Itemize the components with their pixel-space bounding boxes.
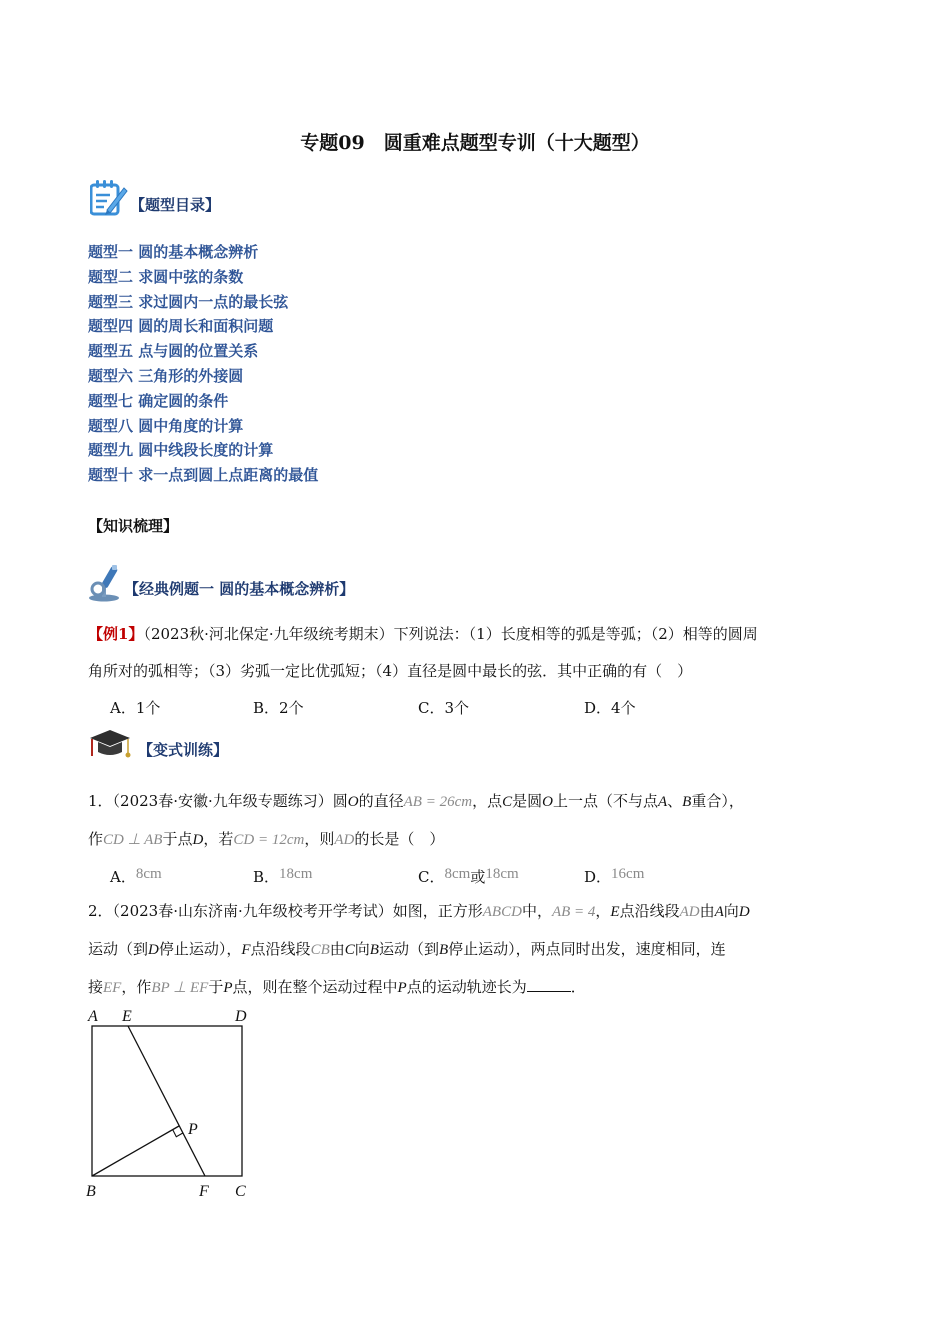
toc-item[interactable]: 题型十 求一点到圆上点距离的最值: [88, 466, 319, 485]
q1-var: A: [657, 794, 668, 810]
toc-item[interactable]: 题型二 求圆中弦的条数: [88, 267, 244, 286]
option-value: 18cm: [279, 866, 313, 882]
example-tag: 【例1】: [88, 625, 144, 643]
q2-formula: EF: [103, 980, 122, 996]
q2-text: 中，: [521, 902, 552, 920]
q2-var: P: [397, 980, 407, 996]
option-c[interactable]: C．3个: [418, 699, 470, 717]
q2-text: 由: [329, 940, 345, 958]
q2-formula: ABCD: [482, 904, 522, 920]
label-c: C: [235, 1183, 246, 1200]
example-heading-label: 【经典例题一 圆的基本概念辨析】: [124, 580, 355, 598]
toc-item[interactable]: 题型六 三角形的外接圆: [88, 366, 244, 385]
toc-heading-label: 【题型目录】: [130, 195, 221, 214]
q1-text: 的直径: [358, 792, 404, 810]
label-a: A: [88, 1008, 98, 1025]
q1-text: 重合），: [691, 792, 744, 810]
toc-item[interactable]: 题型五 点与圆的位置关系: [88, 342, 259, 361]
example-heading: [86, 565, 354, 603]
q1-formula: AD: [334, 832, 355, 848]
q2-var: C: [344, 942, 355, 958]
q1-text: 、: [667, 792, 683, 810]
label-e: E: [122, 1008, 132, 1025]
q1-var: C: [502, 794, 513, 810]
q2-text: （2023春·山东济南·九年级校考开学考试）如图，正方形: [112, 902, 483, 920]
option-value: 18cm: [485, 866, 519, 882]
q2-formula: CB: [310, 942, 330, 958]
q2-var: F: [241, 942, 251, 958]
q2-text: 于: [208, 978, 224, 996]
q2-text: 运动（到: [88, 940, 149, 958]
q2-var: D: [738, 904, 750, 920]
square-figure: [80, 1003, 270, 1208]
q1-text: ，若: [203, 830, 234, 848]
toc-item[interactable]: 题型四 圆的周长和面积问题: [88, 317, 274, 336]
q2-var: P: [223, 980, 233, 996]
q2-text: 接: [88, 978, 104, 996]
q1-text: 作: [88, 830, 104, 848]
q1-number: 1．: [88, 792, 113, 810]
q2-var: D: [148, 942, 159, 958]
toc-item[interactable]: 题型一 圆的基本概念辨析: [88, 243, 259, 261]
q1-text: 是圆: [512, 792, 543, 810]
q2-formula: AB = 4: [551, 904, 596, 920]
answer-blank[interactable]: [527, 977, 571, 992]
option-connector: 或: [470, 868, 486, 886]
q2-text: 点的运动轨迹长为: [406, 978, 527, 996]
microscope-icon: [86, 565, 124, 603]
q1-var: O: [347, 794, 359, 810]
q1-text: 于点: [162, 830, 193, 848]
option-a[interactable]: [110, 866, 162, 887]
q2-text: 点，则在整个运动过程中: [232, 978, 398, 996]
example1-line1: （2023秋·河北保定·九年级统考期末）下列说法：（1）长度相等的弧是等弧；（2）相等的圆周: [143, 625, 758, 643]
q2-text: 点沿线段: [619, 902, 680, 920]
q1-var: D: [192, 832, 204, 848]
q2-text: 向: [723, 902, 739, 920]
label-f: F: [199, 1183, 209, 1200]
q2-text: 点沿线段: [250, 940, 311, 958]
q2-var: B: [438, 942, 449, 958]
q1-var: O: [542, 794, 553, 810]
option-b[interactable]: [253, 866, 312, 887]
option-value: 16cm: [611, 866, 645, 882]
q2-text: 向: [354, 940, 370, 958]
knowledge-heading: 【知识梳理】: [88, 517, 179, 535]
q2-var: E: [610, 904, 620, 920]
option-value: 8cm: [444, 866, 471, 882]
toc-list: [88, 240, 318, 488]
q1-text: ，点: [472, 792, 503, 810]
question-2: [88, 893, 863, 1007]
q1-formula: CD = 12cm: [233, 832, 305, 848]
option-d[interactable]: D．4个: [584, 699, 636, 717]
toc-item[interactable]: 题型八 圆中角度的计算: [88, 416, 244, 435]
q1-formula: CD ⊥ AB: [103, 832, 163, 848]
q2-var: A: [714, 904, 724, 920]
graduation-cap-icon: [88, 728, 132, 762]
toc-item[interactable]: 题型七 确定圆的条件: [88, 391, 229, 410]
option-letter: A．: [110, 868, 136, 886]
q2-text: ，作: [121, 978, 152, 996]
option-value: 8cm: [135, 866, 162, 882]
segment-bp: [92, 1126, 179, 1176]
option-a[interactable]: A．1个: [110, 699, 161, 717]
label-d: D: [235, 1008, 247, 1025]
variant-heading-label: 【变式训练】: [138, 741, 229, 759]
label-b: B: [86, 1183, 96, 1200]
q2-text: 停止运动），: [158, 940, 242, 958]
q1-text: 的长是（ ）: [354, 830, 445, 848]
segment-ef: [128, 1026, 205, 1176]
q2-formula: BP ⊥ EF: [151, 980, 209, 996]
question-1: [88, 783, 863, 859]
q1-text: （2023春·安徽·九年级专题练习）圆: [112, 792, 348, 810]
q2-text: 运动（到: [378, 940, 439, 958]
q1-formula: AB = 26cm: [403, 794, 473, 810]
q2-text: ，: [595, 902, 611, 920]
variant-heading: [88, 728, 228, 762]
option-d[interactable]: [584, 866, 644, 887]
page-title: 专题09 圆重难点题型专训（十大题型）: [300, 132, 650, 154]
q1-var: B: [682, 794, 692, 810]
toc-item[interactable]: 题型三 求过圆内一点的最长弦: [88, 292, 289, 311]
toc-heading: [90, 180, 220, 216]
option-letter: D．: [584, 868, 612, 886]
example1-line2: 角所对的弧相等；（3）劣弧一定比优弧短；（4）直径是圆中最长的弦．其中正确的有（ ）: [88, 662, 693, 680]
notepad-pencil-icon: [90, 180, 128, 216]
q1-text: 上一点（不与点: [552, 792, 658, 810]
option-letter: C．: [418, 868, 445, 886]
label-p: P: [188, 1121, 198, 1138]
toc-item[interactable]: 题型九 圆中线段长度的计算: [88, 441, 274, 460]
option-b[interactable]: B．2个: [253, 699, 304, 717]
example1-text: [88, 616, 863, 690]
option-letter: B．: [253, 868, 280, 886]
q2-formula: AD: [679, 904, 700, 920]
q2-text: ．: [570, 978, 586, 996]
q1-text: ，则: [304, 830, 335, 848]
option-c[interactable]: [418, 866, 519, 887]
q2-var: B: [369, 942, 379, 958]
q2-number: 2．: [88, 902, 113, 920]
q2-text: 停止运动），两点同时出发，速度相同，连: [448, 940, 726, 958]
q2-text: 由: [699, 902, 715, 920]
